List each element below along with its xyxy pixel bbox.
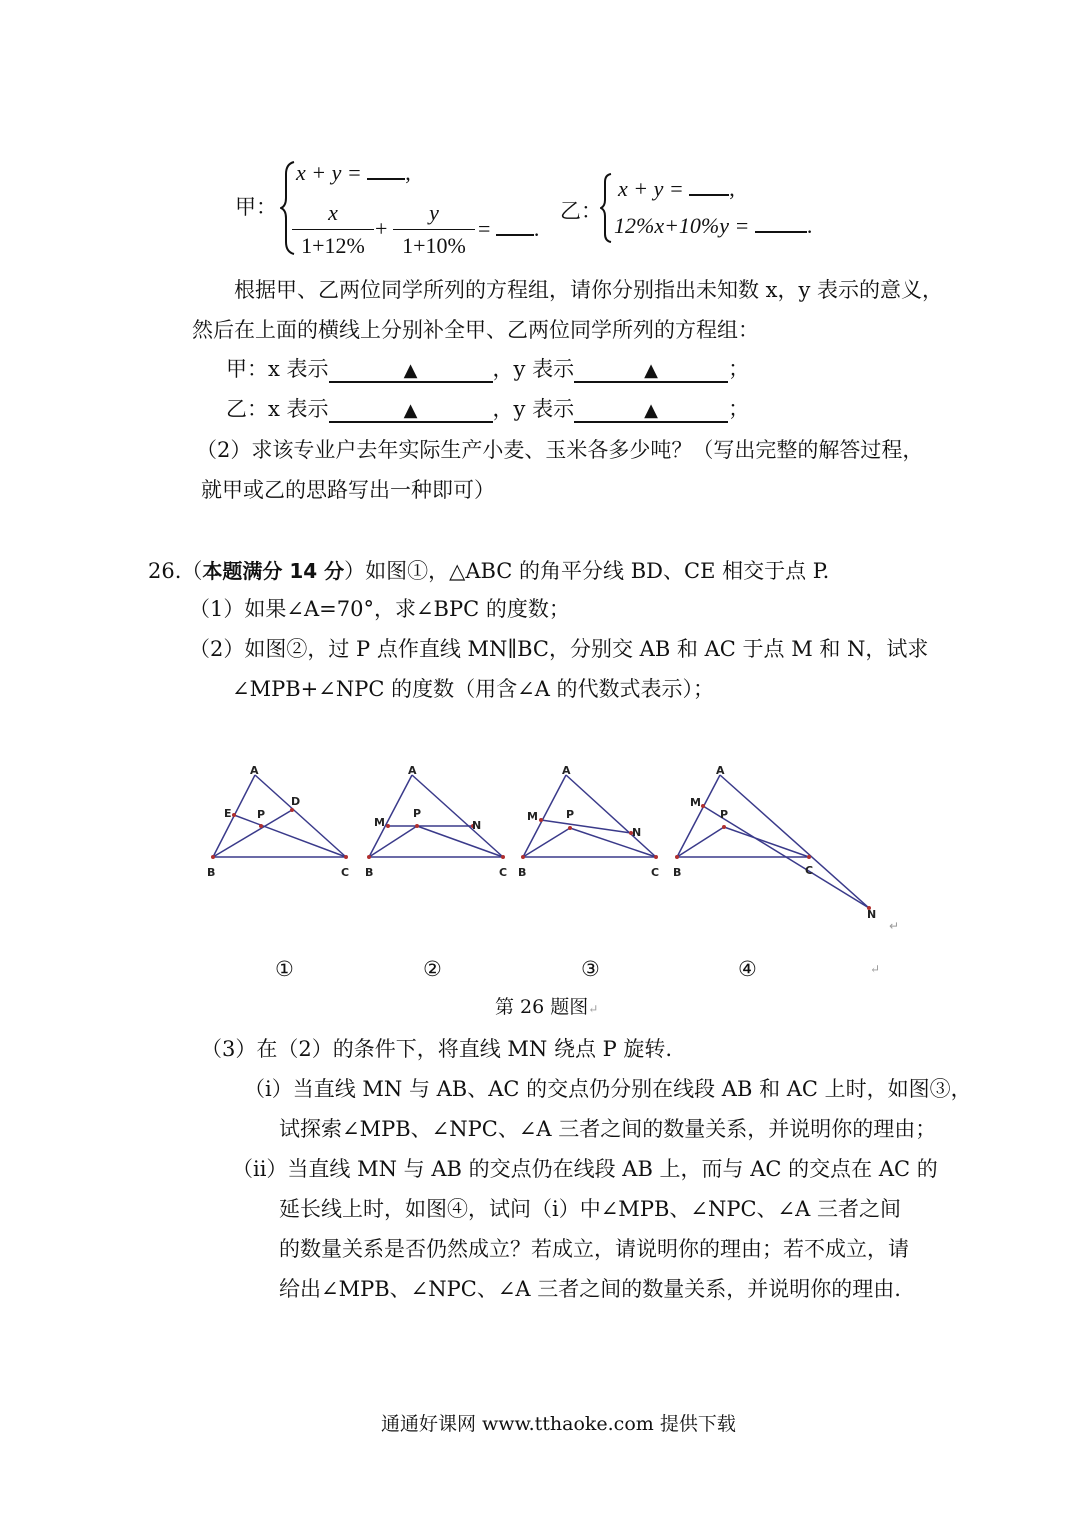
system-yi-label: 乙： [560,199,602,223]
fig2-label-m: M [374,816,385,829]
return-mark-icon: ↵ [870,962,881,976]
part3-ii-line2: 延长线上时，如图④，试问（i）中∠MPB、∠NPC、∠A 三者之间 [279,1197,901,1221]
fig4-label-p: P [720,808,729,821]
fig4-label-a: A [716,764,725,777]
fill-yi-x-blank[interactable] [329,395,493,423]
return-mark-icon: ↵ [588,1002,599,1016]
q26-stem: ）如图①，△ABC 的角平分线 BD、CE 相交于点 P. [344,559,830,583]
jia-frac1 [292,200,374,259]
fig4-label-n: N [867,908,877,921]
fig1-label-b: B [207,866,216,879]
figure-caption-text: 第 26 题图 [495,996,589,1018]
q2-line2: 就甲或乙的思路写出一种即可） [201,478,495,502]
figure-label-2: ② [423,957,442,981]
fill-jia-x-label: 甲：x 表示 [226,357,329,381]
part3-ii-line3: 的数量关系是否仍然成立？若成立，请说明你的理由；若不成立，请 [279,1237,909,1261]
jia-frac2-den: 1+10% [402,233,466,258]
q2-line1: （2）求该专业户去年实际生产小麦、玉米各多少吨？（写出完整的解答过程， [196,438,924,462]
triangle-icon: ▲ [403,360,418,381]
fig1-label-e: E [224,807,232,820]
para1-line1: 根据甲、乙两位同学所列的方程组，请你分别指出未知数 x，y 表示的意义， [234,278,944,302]
fill-row-jia [226,355,749,383]
fig2-label-p: P [413,807,422,820]
fill-yi-end: ； [728,397,750,421]
fig2-label-n: N [472,819,482,832]
jia-frac2-num: y [429,200,439,225]
fig3-label-p: P [566,808,575,821]
jia-eq2-tail [478,216,539,242]
fig2-label-a: A [408,764,417,777]
fill-yi-x-label: 乙：x 表示 [226,397,329,421]
fill-jia-end: ； [728,357,750,381]
jia-plus: + [375,216,388,241]
figure-2 [369,775,503,857]
q26-part1: （1）如果∠A=70°，求∠BPC 的度数； [189,597,570,621]
figure-label-4: ④ [738,957,757,981]
jia-eq1-lhs: x + y = [296,160,362,185]
fill-jia-y-label: ，y 表示 [492,357,575,381]
part3-i-line2: 试探索∠MPB、∠NPC、∠A 三者之间的数量关系，并说明你的理由； [279,1117,937,1141]
triangle-icon: ▲ [644,400,658,421]
fig4-label-m: M [690,796,701,809]
yi-eq1-blank[interactable] [689,176,729,196]
fill-yi-y-label: ，y 表示 [492,397,575,421]
figure-3 [523,775,656,857]
return-mark-icon: ↵ [889,919,900,933]
figure-4 [677,775,869,908]
fill-jia-x-blank[interactable] [329,355,493,383]
system-jia-label: 甲： [235,195,277,219]
jia-eq1-end: , [405,160,411,185]
fill-jia-y-blank[interactable] [574,355,728,383]
figure-label-1: ① [275,957,294,981]
jia-frac2 [393,200,475,259]
q26-part2-line2: ∠MPB+∠NPC 的度数（用含∠A 的代数式表示）； [232,677,715,701]
fig1-label-p: P [257,808,266,821]
q26-header [148,557,829,585]
q26-prefix: 26.（ [148,559,203,583]
jia-eq1-blank[interactable] [367,160,405,180]
fig1-label-d: D [291,795,301,808]
jia-eq2-end: . [533,216,540,241]
figure-caption [495,993,598,1023]
fig1-label-c: C [341,866,350,879]
jia-frac1-den: 1+12% [301,233,365,258]
para1-line2: 然后在上面的横线上分别补全甲、乙两位同学所列的方程组： [192,318,759,342]
fig4-label-b: B [673,866,682,879]
figure-label-3: ③ [581,957,600,981]
jia-eq2-blank[interactable] [496,216,534,236]
triangle-icon: ▲ [403,400,418,421]
fig3-label-b: B [518,866,527,879]
brace-yi [600,172,614,244]
q26-part2-line1: （2）如图②，过 P 点作直线 MN∥BC，分别交 AB 和 AC 于点 M 和 N，试求 [189,637,929,661]
yi-eq2-end: . [806,213,813,238]
yi-eq1-lhs: x + y = [618,176,684,201]
fig3-label-n: N [632,826,642,839]
fig2-label-b: B [365,866,374,879]
fill-yi-y-blank[interactable] [574,395,728,423]
q26-score: 本题满分 14 分 [202,559,345,583]
jia-eq1 [296,160,411,186]
part3-intro: （3）在（2）的条件下，将直线 MN 绕点 P 旋转. [201,1037,673,1061]
part3-ii-line4: 给出∠MPB、∠NPC、∠A 三者之间的数量关系，并说明你的理由. [279,1277,901,1301]
triangle-icon: ▲ [644,360,658,381]
page-footer: 通通好课网 www.tthaoke.com 提供下载 [381,1413,736,1435]
fig3-label-m: M [527,810,538,823]
fig4-label-c: C [805,864,814,877]
jia-frac1-num: x [328,200,338,225]
fig3-label-a: A [562,764,571,777]
yi-eq1 [618,176,735,202]
fig1-label-a: A [250,764,259,777]
yi-eq2-lhs: 12%x+10%y = [614,213,750,238]
figures-panel [0,740,1087,950]
yi-eq2-blank[interactable] [755,213,807,233]
part3-i-line1: （i）当直线 MN 与 AB、AC 的交点仍分别在线段 AB 和 AC 上时，如图③， [244,1077,972,1101]
fill-row-yi [226,395,749,423]
jia-eq2-eq: = [478,216,491,241]
yi-eq1-end: , [729,176,735,201]
fig3-label-c: C [651,866,660,879]
part3-ii-line1: （ii）当直线 MN 与 AB 的交点仍在线段 AB 上，而与 AC 的交点在 AC 的 [232,1157,938,1181]
fig2-label-c: C [499,866,508,879]
yi-eq2 [614,213,812,239]
